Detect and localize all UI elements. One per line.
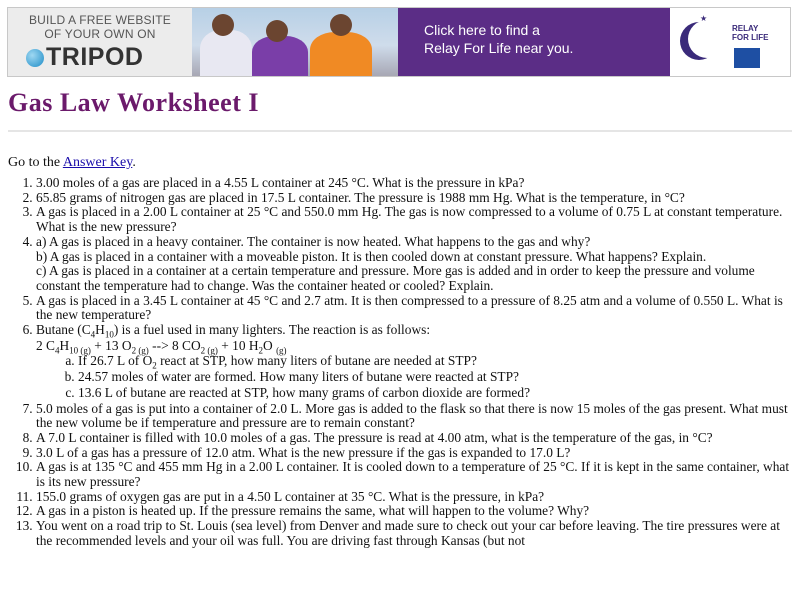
promo-text-1: Click here to find a — [424, 22, 540, 38]
question-4b: b) A gas is placed in a container with a moveable piston. It is then cooled down at constant pressure. What happens? Explain. — [36, 248, 707, 264]
butane-equation: 2 $C_4H_{10 (g)} + 13$ $O_{2 (g)}$ --> 8 $CO_{2 (g)} + 10$ $H_2O$ $_{(g)}$ — [36, 337, 287, 356]
question-3: 3. A gas is placed in a 2.00 L container at 25 °C and 550.0 mm Hg. The gas is now compressed to a volume of 0.75 L at constant temperature. What is the new pressure? — [36, 205, 794, 234]
tripod-logo-icon — [26, 49, 44, 67]
answer-key-link[interactable]: Answer Key — [62, 155, 133, 170]
question-6c: c. 13.6 L of butane are reacted at STP, how many grams of carbon dioxide are formed? — [78, 386, 794, 401]
question-4c: c) A gas is placed in a container at a certain temperature and pressure. More gas is added and in order to keep the pressure and volume constant the temperature had to change. Was the container heated or cooled? Explain. — [36, 263, 755, 293]
person-shape — [200, 30, 252, 76]
question-12: 12. A gas in a piston is heated up. If the pressure remains the same, what will happen to the volume? Why? — [36, 504, 794, 519]
promo-text-2: Relay For Life near you. — [424, 40, 574, 56]
person-shape — [310, 32, 372, 76]
question-list — [8, 176, 794, 549]
cancer-society-badge-icon — [734, 48, 760, 68]
tripod-brand: TRIPOD — [46, 43, 144, 71]
question-13: 13. You went on a road trip to St. Louis (sea level) from Denver and made sure to check out your car before leaving. The tire pressures were at the recommended levels and your oil was full. You are driving fast through Kansas (but not — [36, 519, 794, 548]
question-6 — [36, 323, 794, 401]
relay-logo-label: RELAY FOR LIFE — [732, 24, 769, 42]
goto-suffix: . — [132, 155, 136, 170]
question-2: 2. 65.85 grams of nitrogen gas are placed in 17.5 L container. The pressure is 1988 mm Hg. What is the temperature, in °C? — [36, 191, 794, 206]
question-8: 8. A 7.0 L container is filled with 10.0 moles of a gas. The pressure is read at 4.00 atm, what is the temperature of the gas, in °C? — [36, 431, 794, 446]
question-4 — [36, 235, 794, 294]
question-4a: a) A gas is placed in a heavy container. The container is now heated. What happens to the gas and why? — [36, 233, 591, 249]
question-9: 9. 3.0 L of a gas has a pressure of 12.0 atm. What is the new pressure if the gas is expanded to 17.0 L? — [36, 446, 794, 461]
divider — [8, 130, 792, 132]
relay-for-life-logo[interactable] — [670, 8, 790, 76]
tripod-tagline-1: BUILD A FREE WEBSITE — [28, 13, 172, 27]
question-6a: a. If 26.7 L of $O_2$ react at STP, how many liters of butane are needed at STP? — [78, 354, 794, 369]
head-shape — [330, 14, 352, 36]
head-shape — [266, 20, 288, 42]
question-6b: b. 24.57 moles of water are formed. How many liters of butane were reacted at STP? — [78, 370, 794, 385]
question-1: 1. 3.00 moles of a gas are placed in a 4.55 L container at 245 °C. What is the pressure in kPa? — [36, 176, 794, 191]
person-shape — [252, 36, 308, 76]
question-11: 11. 155.0 grams of oxygen gas are put in a 4.50 L container at 35 °C. What is the pressure, in kPa? — [36, 490, 794, 505]
ad-banner[interactable] — [7, 7, 791, 77]
relay-promo-link[interactable] — [398, 8, 670, 76]
page-title: Gas Law Worksheet I — [8, 88, 259, 117]
question-10: 10. A gas is at 135 °C and 455 mm Hg in a 2.00 L container. It is cooled down to a temperature of 25 °C. If it is kept in the same container, what is its new pressure? — [36, 460, 794, 489]
head-shape — [212, 14, 234, 36]
goto-prefix: Go to the — [8, 155, 63, 170]
question-6-subparts — [36, 354, 794, 400]
question-7: 7. 5.0 moles of a gas is put into a container of 2.0 L. More gas is added to the flask so that there is now 15 moles of the gas present. What must the new volume be if temperature and pressure are to remain constant? — [36, 402, 794, 431]
star-icon: ★ — [700, 14, 708, 23]
answer-key-line — [8, 155, 136, 171]
moon-icon — [688, 20, 726, 58]
ad-photo[interactable] — [192, 8, 398, 76]
question-5: 5. A gas is placed in a 3.45 L container at 45 °C and 2.7 atm. It is then compressed to a pressure of 8.25 atm and a volume of 0.550 L. What is the new temperature? — [36, 294, 794, 323]
q6-text: Butane $(C_4H_{10})$ is a fuel used in many lighters. The reaction is as follows: — [36, 322, 431, 340]
tripod-tagline-2: OF YOUR OWN ON — [44, 27, 156, 41]
tripod-ad[interactable] — [8, 8, 192, 76]
